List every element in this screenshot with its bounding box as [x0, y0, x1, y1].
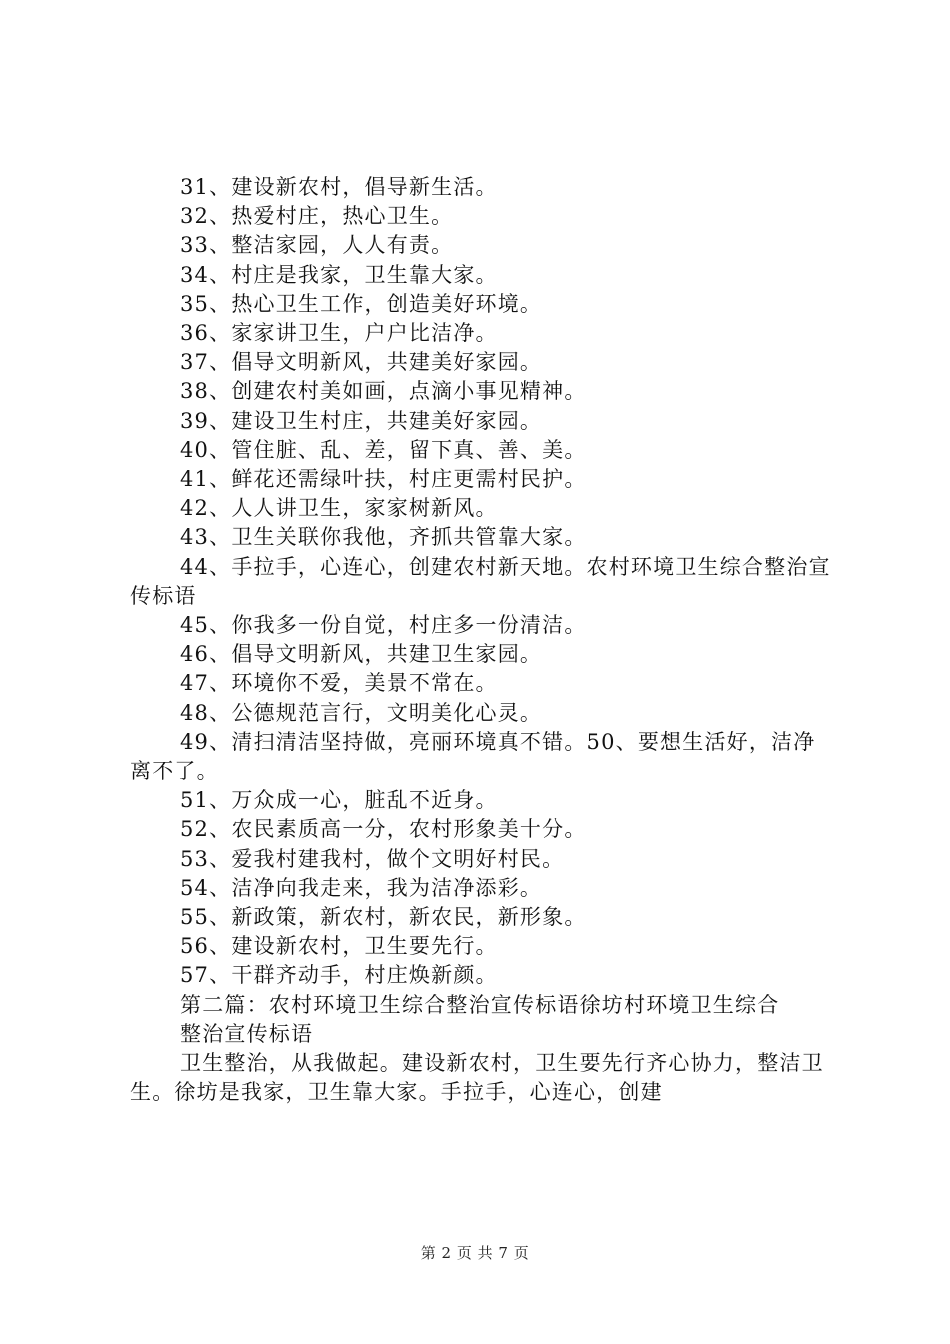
- paragraph: 39、建设卫生村庄，共建美好家园。: [180, 408, 543, 433]
- paragraph: 47、环境你不爱，美景不常在。: [180, 671, 498, 696]
- paragraph: 55、新政策，新农村，新农民，新形象。: [180, 905, 587, 930]
- section-subheading: 整治宣传标语: [180, 1021, 314, 1046]
- paragraph: 卫生整治，从我做起。建设新农村，卫生要先行齐心协力，整洁卫生。徐坊是我家，卫生靠大家。手拉手，心连心，创建: [130, 1051, 824, 1105]
- paragraph: 49、清扫清洁坚持做，亮丽环境真不错。50、要想生活好，洁净离不了。: [130, 729, 816, 784]
- paragraph: 38、创建农村美如画，点滴小事见精神。: [180, 379, 587, 404]
- paragraph: 33、整洁家园，人人有责。: [180, 233, 454, 258]
- paragraph: 36、家家讲卫生，户户比洁净。: [180, 321, 498, 346]
- body-text: [130, 173, 835, 1108]
- paragraph: 54、洁净向我走来，我为洁净添彩。: [180, 875, 543, 900]
- paragraph: 48、公德规范言行，文明美化心灵。: [180, 700, 543, 725]
- page-number-footer: 第 2 页 共 7 页: [420, 1244, 530, 1262]
- paragraph: 45、你我多一份自觉，村庄多一份清洁。: [180, 613, 587, 638]
- paragraph: 57、干群齐动手，村庄焕新颜。: [180, 963, 498, 988]
- paragraph: 53、爱我村建我村，做个文明好村民。: [180, 846, 565, 871]
- section-heading: 第二篇：农村环境卫生综合整治宣传标语徐坊村环境卫生综合: [180, 992, 780, 1017]
- paragraph: 40、管住脏、乱、差，留下真、善、美。: [180, 437, 587, 462]
- paragraph: 41、鲜花还需绿叶扶，村庄更需村民护。: [180, 467, 587, 492]
- paragraph: 34、村庄是我家，卫生靠大家。: [180, 262, 498, 287]
- paragraph: 51、万众成一心，脏乱不近身。: [180, 788, 498, 813]
- paragraph: 52、农民素质高一分，农村形象美十分。: [180, 817, 587, 842]
- paragraph: 35、热心卫生工作，创造美好环境。: [180, 291, 543, 316]
- paragraph: 37、倡导文明新风，共建美好家园。: [180, 350, 543, 375]
- paragraph: 43、卫生关联你我他，齐抓共管靠大家。: [180, 525, 587, 550]
- paragraph: 32、热爱村庄，热心卫生。: [180, 204, 454, 229]
- paragraph: 42、人人讲卫生，家家树新风。: [180, 496, 498, 521]
- paragraph: 44、手拉手，心连心，创建农村新天地。农村环境卫生综合整治宣传标语: [130, 554, 831, 608]
- paragraph: 56、建设新农村，卫生要先行。: [180, 934, 498, 959]
- paragraph: 46、倡导文明新风，共建卫生家园。: [180, 642, 543, 667]
- paragraph: 31、建设新农村，倡导新生活。: [180, 175, 498, 199]
